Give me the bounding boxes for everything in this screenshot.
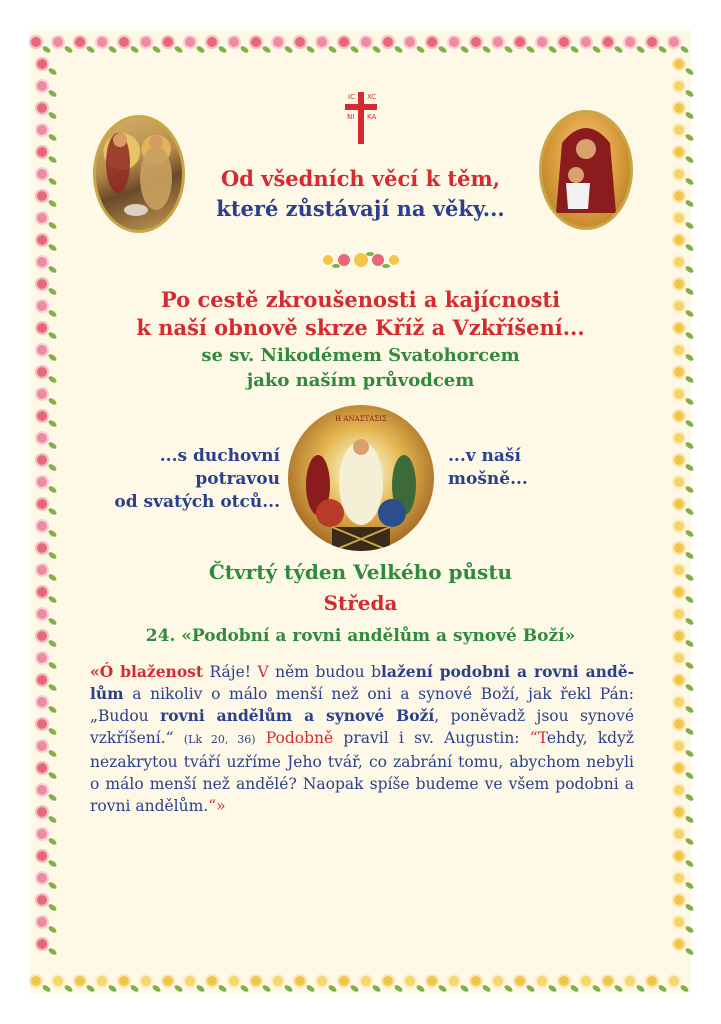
border-flower-icon	[469, 974, 483, 988]
border-flower-icon	[672, 321, 686, 335]
border-flower-icon	[557, 35, 571, 49]
resurrection-icon	[288, 405, 434, 551]
border-flower-icon	[672, 299, 686, 313]
border-flower-icon	[513, 974, 527, 988]
border-flower-icon	[491, 974, 505, 988]
border-flower-icon	[35, 783, 49, 797]
border-flower-icon	[672, 783, 686, 797]
border-flower-icon	[672, 211, 686, 225]
border-flower-icon	[672, 651, 686, 665]
border-flower-icon	[249, 974, 263, 988]
border-flower-icon	[271, 974, 285, 988]
border-flower-icon	[557, 974, 571, 988]
border-flower-icon	[227, 35, 241, 49]
cross-letter: NI	[347, 113, 355, 121]
border-flower-icon	[35, 211, 49, 225]
flower-divider-icon	[316, 248, 406, 272]
border-flower-icon	[667, 974, 681, 988]
border-flower-icon	[35, 761, 49, 775]
border-flower-icon	[35, 79, 49, 93]
border-flower-icon	[271, 35, 285, 49]
cross-icon	[339, 88, 383, 148]
body-quote-close: “»	[208, 797, 226, 815]
border-flower-icon	[161, 974, 175, 988]
border-flower-icon	[513, 35, 527, 49]
border-flower-icon	[35, 541, 49, 555]
border-flower-icon	[35, 189, 49, 203]
border-flower-icon	[535, 974, 549, 988]
border-flower-icon	[293, 35, 307, 49]
subheading-line-2: k naší obnově skrze Kříž a Vzkříšení...	[136, 315, 585, 340]
body-span: , poněvadž jsou synové vzkříšení.“	[90, 707, 635, 747]
border-flower-icon	[403, 35, 417, 49]
border-flower-icon	[672, 453, 686, 467]
border-flower-icon	[601, 974, 615, 988]
border-flower-icon	[35, 563, 49, 577]
border-flower-icon	[447, 35, 461, 49]
border-flower-icon	[672, 255, 686, 269]
border-flower-icon	[672, 607, 686, 621]
border-flower-icon	[672, 189, 686, 203]
border-flower-icon	[381, 35, 395, 49]
border-flower-icon	[35, 937, 49, 951]
left-side-line: ...s duchovní	[159, 446, 280, 466]
border-flower-icon	[672, 717, 686, 731]
border-flower-icon	[35, 629, 49, 643]
border-flower-icon	[672, 827, 686, 841]
border-flower-icon	[35, 805, 49, 819]
border-flower-icon	[672, 761, 686, 775]
border-flower-icon	[35, 585, 49, 599]
day-title: Středa	[323, 591, 398, 615]
border-flower-icon	[29, 974, 43, 988]
border-flower-icon	[672, 541, 686, 555]
border-flower-icon	[672, 57, 686, 71]
body-span: něm budou b	[268, 663, 382, 681]
border-flower-icon	[73, 35, 87, 49]
border-flower-icon	[672, 849, 686, 863]
border-flower-icon	[315, 35, 329, 49]
border-flower-icon	[35, 255, 49, 269]
subheading-line-3: se sv. Nikodémem Svatohorcem	[201, 345, 520, 366]
border-flower-icon	[35, 409, 49, 423]
border-flower-icon	[535, 35, 549, 49]
border-flower-icon	[672, 519, 686, 533]
border-flower-icon	[601, 35, 615, 49]
border-flower-icon	[35, 893, 49, 907]
border-flower-icon	[672, 585, 686, 599]
body-emphasis: lažení podobni a rovni andě-lům	[90, 662, 635, 703]
border-flower-icon	[117, 974, 131, 988]
border-flower-icon	[469, 35, 483, 49]
border-flower-icon	[672, 673, 686, 687]
border-flower-icon	[35, 453, 49, 467]
border-flower-icon	[672, 937, 686, 951]
border-flower-icon	[447, 974, 461, 988]
border-flower-icon	[205, 974, 219, 988]
border-flower-icon	[337, 35, 351, 49]
body-span: a nikoliv o málo menší než oni a synové Boží, jak řekl Pán: „Budou	[90, 685, 634, 725]
border-flower-icon	[672, 387, 686, 401]
body-span: pravil i sv. Augustin:	[333, 729, 530, 747]
border-flower-icon	[227, 974, 241, 988]
body-emphasis: rovni andělům a synové Boží	[160, 706, 435, 725]
body-span: ehdy, když nezakrytou tváří uzříme Jeho tvář, co zabrání tomu, abychom nebyli o málo menší než andělé? Naopak spíše budeme ve všem podobni a rovni andělům.	[90, 729, 634, 815]
border-flower-icon	[161, 35, 175, 49]
body-span: Ráje!	[203, 663, 258, 681]
border-flower-icon	[672, 343, 686, 357]
body-quote-open: “T	[529, 729, 547, 747]
border-flower-icon	[672, 871, 686, 885]
border-flower-icon	[183, 974, 197, 988]
border-flower-icon	[381, 974, 395, 988]
border-flower-icon	[35, 431, 49, 445]
border-flower-icon	[645, 35, 659, 49]
border-flower-icon	[35, 167, 49, 181]
body-initial: V	[257, 663, 269, 681]
border-flower-icon	[51, 974, 65, 988]
border-flower-icon	[95, 974, 109, 988]
border-flower-icon	[672, 409, 686, 423]
border-flower-icon	[672, 79, 686, 93]
border-flower-icon	[35, 739, 49, 753]
border-flower-icon	[315, 974, 329, 988]
cross-letter: IC	[348, 93, 355, 101]
border-flower-icon	[139, 974, 153, 988]
border-flower-icon	[35, 365, 49, 379]
border-flower-icon	[667, 35, 681, 49]
border-flower-icon	[672, 629, 686, 643]
border-flower-icon	[35, 123, 49, 137]
border-flower-icon	[117, 35, 131, 49]
border-flower-icon	[35, 519, 49, 533]
right-side-text	[448, 445, 608, 491]
border-flower-icon	[672, 123, 686, 137]
border-flower-icon	[672, 915, 686, 929]
border-flower-icon	[35, 607, 49, 621]
border-flower-icon	[491, 35, 505, 49]
subheading-line-4: jako naším průvodcem	[246, 370, 475, 391]
border-flower-icon	[35, 915, 49, 929]
border-flower-icon	[35, 871, 49, 885]
border-flower-icon	[293, 974, 307, 988]
border-flower-icon	[425, 974, 439, 988]
border-flower-icon	[579, 974, 593, 988]
border-flower-icon	[35, 343, 49, 357]
topic-title: 24. «Podobní a rovni andělům a synové Boží»	[145, 626, 576, 646]
border-flower-icon	[672, 431, 686, 445]
border-flower-icon	[35, 717, 49, 731]
body-red-word: Podobně	[255, 729, 334, 747]
border-flower-icon	[672, 805, 686, 819]
border-flower-icon	[425, 35, 439, 49]
border-flower-icon	[337, 974, 351, 988]
border-flower-icon	[35, 695, 49, 709]
border-flower-icon	[672, 233, 686, 247]
border-flower-icon	[35, 827, 49, 841]
border-flower-icon	[623, 35, 637, 49]
body-lead: «Ó blaženost	[90, 662, 204, 681]
border-flower-icon	[672, 497, 686, 511]
border-flower-icon	[35, 233, 49, 247]
left-side-text	[100, 445, 280, 514]
border-flower-icon	[672, 365, 686, 379]
border-flower-icon	[35, 321, 49, 335]
border-flower-icon	[35, 475, 49, 489]
border-flower-icon	[672, 277, 686, 291]
border-flower-icon	[672, 101, 686, 115]
cross-letter: KA	[367, 113, 377, 121]
border-flower-icon	[139, 35, 153, 49]
border-flower-icon	[35, 145, 49, 159]
heading-line-1: Od všedních věcí k těm,	[220, 166, 501, 191]
border-flower-icon	[623, 974, 637, 988]
left-side-line: od svatých otců...	[114, 492, 280, 512]
border-flower-icon	[35, 57, 49, 71]
border-flower-icon	[95, 35, 109, 49]
week-title: Čtvrtý týden Velkého půstu	[208, 560, 513, 584]
border-flower-icon	[35, 101, 49, 115]
border-flower-icon	[403, 974, 417, 988]
border-flower-icon	[249, 35, 263, 49]
right-side-line: mošně...	[448, 469, 528, 489]
scripture-reference: (Lk 20, 36)	[183, 733, 256, 746]
border-flower-icon	[672, 167, 686, 181]
border-flower-icon	[35, 673, 49, 687]
border-flower-icon	[645, 974, 659, 988]
subheading-line-1: Po cestě zkroušenosti a kajícnosti	[160, 287, 561, 312]
heading-line-2: které zůstávají na věky...	[216, 196, 505, 221]
icon-caption: Η ΑΝΑΣΤΑΣΙΣ	[335, 415, 387, 423]
border-flower-icon	[51, 35, 65, 49]
border-flower-icon	[359, 974, 373, 988]
right-side-line: ...v naší	[448, 446, 521, 466]
border-flower-icon	[672, 739, 686, 753]
border-flower-icon	[672, 893, 686, 907]
cross-letter: XC	[367, 93, 377, 101]
body-paragraph	[90, 661, 634, 817]
border-flower-icon	[35, 277, 49, 291]
border-flower-icon	[183, 35, 197, 49]
left-side-line: potravou	[195, 469, 280, 489]
border-flower-icon	[672, 145, 686, 159]
border-flower-icon	[73, 974, 87, 988]
border-flower-icon	[29, 35, 43, 49]
border-flower-icon	[35, 299, 49, 313]
border-flower-icon	[35, 497, 49, 511]
border-flower-icon	[35, 651, 49, 665]
border-flower-icon	[579, 35, 593, 49]
border-flower-icon	[35, 387, 49, 401]
border-flower-icon	[359, 35, 373, 49]
border-flower-icon	[35, 849, 49, 863]
border-flower-icon	[672, 475, 686, 489]
border-flower-icon	[672, 563, 686, 577]
border-flower-icon	[205, 35, 219, 49]
border-flower-icon	[672, 695, 686, 709]
